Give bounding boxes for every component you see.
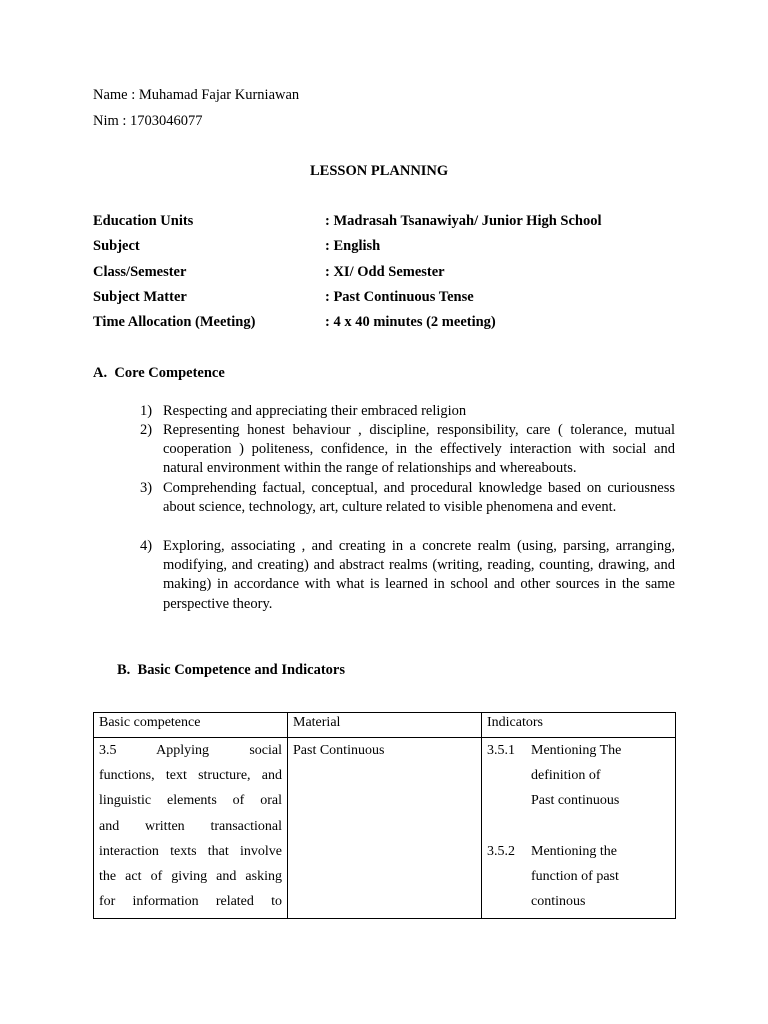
item-number: 2) bbox=[140, 422, 153, 438]
item-text: Exploring, associating , and creating in a concrete realm (using, parsing, arranging, modifying, and creating) and abstract realms (writing, reading, counting, drawing, and making) in accordance with what is learned in school and other sources in the same perspective theory. bbox=[163, 538, 675, 612]
info-label-class-semester: Class/Semester bbox=[93, 264, 187, 280]
page-title: LESSON PLANNING bbox=[310, 163, 449, 179]
item-text: Representing honest behaviour , discipline, responsibility, care ( tolerance, mutual cooperation ) politeness, confidence, in the effectively interaction with social and natural environment within the range of relationships and whereabouts. bbox=[163, 422, 675, 477]
column-header-basic-competence: Basic competence bbox=[94, 713, 288, 738]
indicator-spacer bbox=[487, 814, 670, 839]
indicator-line: Mentioning the bbox=[531, 843, 617, 859]
indicator-line: Mentioning The bbox=[531, 743, 622, 758]
column-header-indicators: Indicators bbox=[482, 713, 676, 738]
basic-competence-text bbox=[99, 738, 282, 914]
item-text: Respecting and appreciating their embraced religion bbox=[163, 403, 467, 419]
item-number: 3) bbox=[140, 480, 153, 496]
section-a-heading: A. Core Competence bbox=[93, 365, 225, 381]
table-row bbox=[94, 738, 676, 919]
column-header-material: Material bbox=[288, 713, 482, 738]
competence-line: linguistic elements of oral bbox=[99, 793, 282, 809]
core-competence-item bbox=[140, 537, 675, 614]
item-text: Comprehending factual, conceptual, and procedural knowledge based on curiousness about science, technology, art, culture related to visible phenomena and event. bbox=[163, 480, 675, 516]
info-label-subject-matter: Subject Matter bbox=[93, 289, 187, 305]
competence-line: interaction texts that involve bbox=[99, 843, 282, 859]
student-name: Name : Muhamad Fajar Kurniawan bbox=[93, 87, 300, 103]
competence-line: for information related to bbox=[99, 894, 282, 910]
core-competence-item bbox=[140, 402, 675, 421]
info-label-time-allocation: Time Allocation (Meeting) bbox=[93, 314, 256, 330]
competence-line: the act of giving and asking bbox=[99, 869, 282, 885]
material-cell bbox=[288, 738, 482, 919]
item-number: 1) bbox=[140, 403, 153, 419]
indicators-cell bbox=[482, 738, 676, 919]
indicator-code: 3.5.2 bbox=[487, 843, 515, 859]
table-header-row bbox=[94, 713, 676, 738]
indicator-line: Past continuous bbox=[531, 793, 620, 809]
material-text: Past Continuous bbox=[293, 743, 385, 758]
info-value-class-semester: : XI/ Odd Semester bbox=[325, 264, 445, 280]
competence-table bbox=[93, 712, 676, 919]
info-label-education-units: Education Units bbox=[93, 213, 194, 229]
indicator-line: continous bbox=[531, 894, 586, 910]
info-label-subject: Subject bbox=[93, 238, 140, 254]
section-b-heading: B. Basic Competence and Indicators bbox=[117, 662, 345, 678]
competence-line: functions, text structure, and bbox=[99, 768, 282, 784]
basic-competence-cell bbox=[94, 738, 288, 919]
competence-line: and written transactional bbox=[99, 818, 282, 834]
info-value-subject-matter: : Past Continuous Tense bbox=[325, 289, 474, 305]
indicator-item bbox=[487, 738, 670, 814]
core-competence-item bbox=[140, 421, 675, 479]
competence-line: 3.5 Applying social bbox=[99, 743, 282, 758]
indicator-line: function of past bbox=[531, 869, 619, 884]
info-value-subject: : English bbox=[325, 238, 381, 254]
indicator-code: 3.5.1 bbox=[487, 743, 515, 758]
info-value-education-units: : Madrasah Tsanawiyah/ Junior High School bbox=[325, 213, 602, 229]
info-value-time-allocation: : 4 x 40 minutes (2 meeting) bbox=[325, 314, 496, 330]
student-nim: Nim : 1703046077 bbox=[93, 113, 203, 129]
indicator-item bbox=[487, 839, 670, 915]
core-competence-item bbox=[140, 479, 675, 517]
indicator-line: definition of bbox=[531, 768, 601, 784]
item-number: 4) bbox=[140, 538, 153, 554]
